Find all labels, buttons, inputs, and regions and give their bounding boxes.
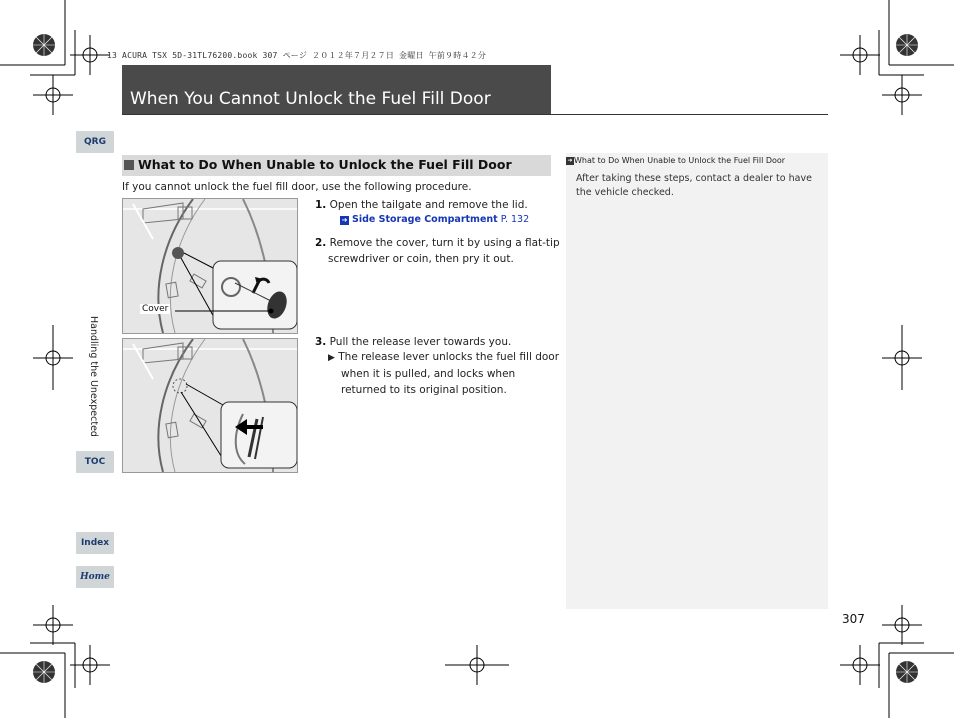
step-3-note-line-2: when it is pulled, and locks when	[341, 368, 516, 380]
step-1-text: Open the tailgate and remove the lid.	[329, 199, 528, 211]
step-3	[315, 334, 511, 350]
step-2-line-1: Remove the cover, turn it by using a flat-tip	[329, 237, 560, 249]
step-3-text: Pull the release lever towards you.	[329, 336, 512, 348]
step-3-number: 3.	[315, 336, 327, 348]
sidebar-heading	[566, 156, 785, 165]
cover-illustration	[122, 198, 298, 334]
triangle-bullet-icon: ▶	[328, 353, 335, 363]
toc-button[interactable]: TOC	[76, 451, 114, 473]
step-1	[315, 197, 528, 213]
step-2	[315, 235, 560, 267]
title-rule	[122, 114, 828, 115]
link-page[interactable]: P. 132	[500, 214, 530, 225]
side-storage-link[interactable]	[340, 214, 529, 225]
intro-text: If you cannot unlock the fuel fill door, use the following procedure.	[122, 181, 472, 193]
qrg-button[interactable]: QRG	[76, 131, 114, 153]
home-button[interactable]: Home	[76, 566, 114, 588]
print-header: 13 ACURA TSX 5D-31TL76200.book 307 ページ ２０１２年７月２７日 金曜日 午前９時４２分	[107, 51, 487, 60]
release-lever-illustration	[122, 338, 298, 473]
section-marker-icon	[124, 160, 134, 170]
step-2-line-2: screwdriver or coin, then pry it out.	[328, 253, 514, 265]
sidebar-note-box	[566, 153, 828, 609]
sidebar-heading-text: What to Do When Unable to Unlock the Fuel Fill Door	[574, 156, 786, 165]
sidebar-marker-icon: ➜	[567, 156, 573, 164]
page-number: 307	[842, 612, 865, 626]
step-1-number: 1.	[315, 199, 327, 211]
chapter-tab-label: Handling the Unexpected	[88, 316, 99, 437]
step-3-note	[328, 349, 559, 398]
release-lever-drawing	[123, 339, 297, 472]
section-heading: What to Do When Unable to Unlock the Fuel Fill Door	[138, 157, 512, 172]
step-3-note-line-1: The release lever unlocks the fuel fill door	[338, 351, 560, 363]
link-label[interactable]: Side Storage Compartment	[352, 214, 498, 225]
link-arrow-icon: ➜	[341, 216, 348, 224]
sidebar-body: After taking these steps, contact a dealer to have the vehicle checked.	[576, 173, 812, 198]
step-3-note-line-3: returned to its original position.	[341, 384, 507, 396]
step-2-number: 2.	[315, 237, 327, 249]
index-button[interactable]: Index	[76, 532, 114, 554]
cover-label: Cover	[142, 304, 169, 314]
page-title: When You Cannot Unlock the Fuel Fill Door	[130, 89, 491, 109]
